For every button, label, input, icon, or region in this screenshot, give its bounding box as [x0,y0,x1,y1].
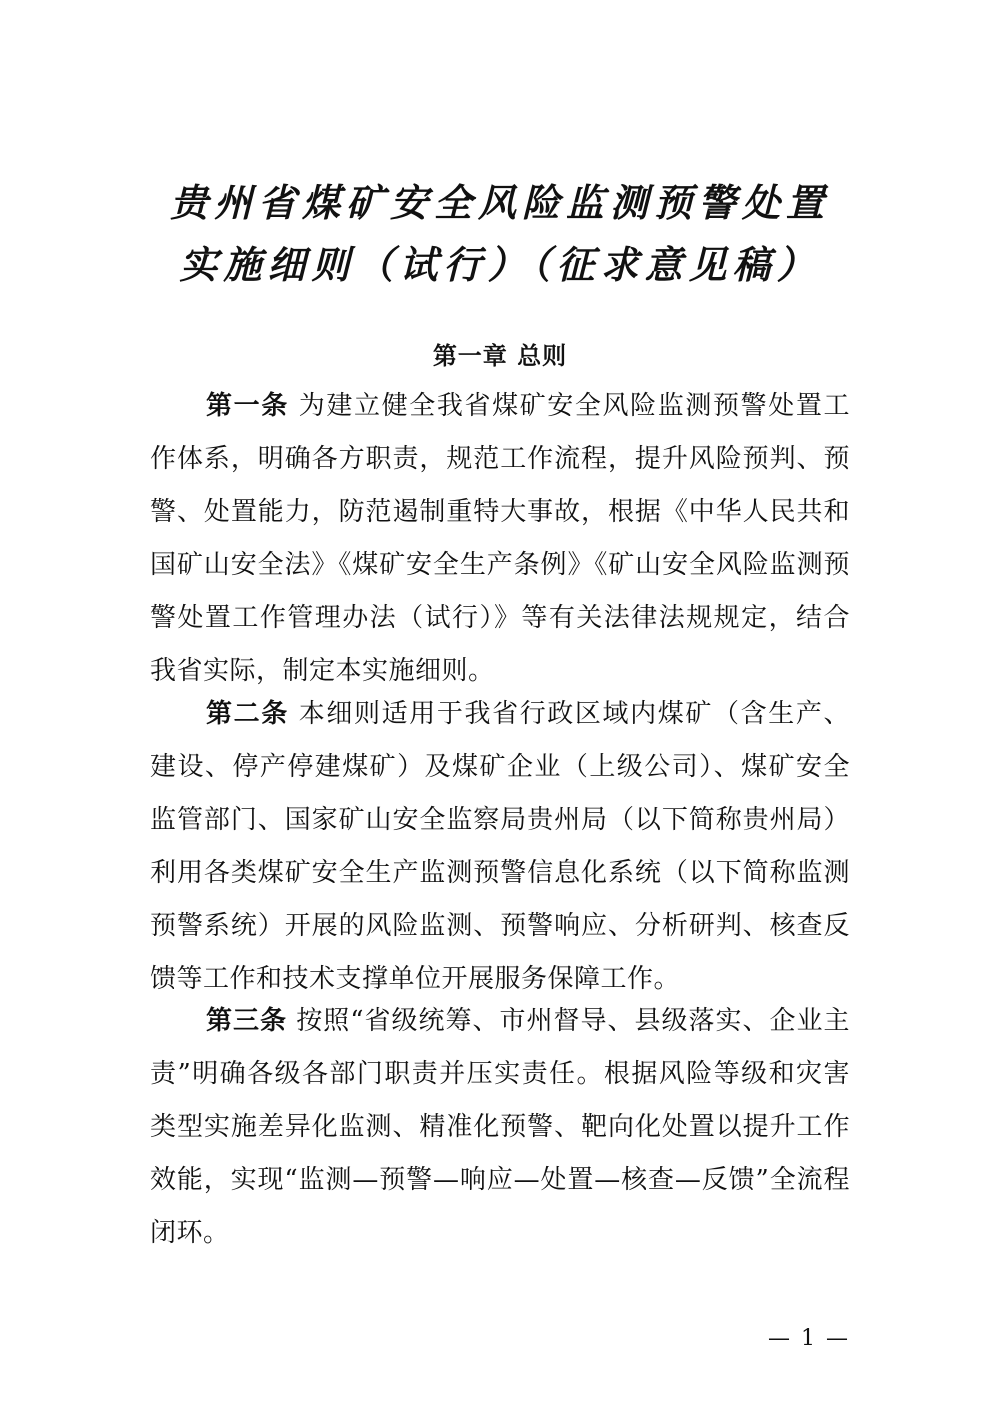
article-1 [150,380,850,698]
chapter-heading: 第一章 总则 [432,342,568,370]
title-line-2: 实施细则（试行）（征求意见稿） [179,242,821,287]
document-title [0,172,1000,296]
article-body: 按照“省级统筹、市州督导、县级落实、企业主责”明确各级各部门职责并压实责任。根据风险等级和灾害类型实施差异化监测、精准化预警、靶向化处置以提升工作效能，实现“监测—预警—响应—处置—核查—反馈”全流程闭环。 [150,1006,850,1248]
article-heading: 第三条 [206,1006,287,1036]
article-paragraph [150,380,850,698]
article-heading: 第二条 [206,699,289,729]
article-paragraph [150,688,850,1006]
article-paragraph [150,995,850,1260]
article-body: 本细则适用于我省行政区域内煤矿（含生产、建设、停产停建煤矿）及煤矿企业（上级公司）、煤矿安全监管部门、国家矿山安全监察局贵州局（以下简称贵州局）利用各类煤矿安全生产监测预警信息化系统（以下简称监测预警系统）开展的风险监测、预警响应、分析研判、核查反馈等工作和技术支撑单位开展服务保障工作。 [150,699,850,994]
article-3 [150,995,850,1260]
page-number: — 1 — [768,1326,850,1351]
article-2 [150,688,850,1006]
article-heading: 第一条 [206,391,289,421]
title-line-1: 贵州省煤矿安全风险监测预警处置 [169,180,830,225]
article-body: 为建立健全我省煤矿安全风险监测预警处置工作体系，明确各方职责，规范工作流程，提升风险预判、预警、处置能力，防范遏制重特大事故，根据《中华人民共和国矿山安全法》《煤矿安全生产条例》《矿山安全风险监测预警处置工作管理办法（试行）》等有关法律法规规定，结合我省实际，制定本实施细则。 [150,391,850,686]
